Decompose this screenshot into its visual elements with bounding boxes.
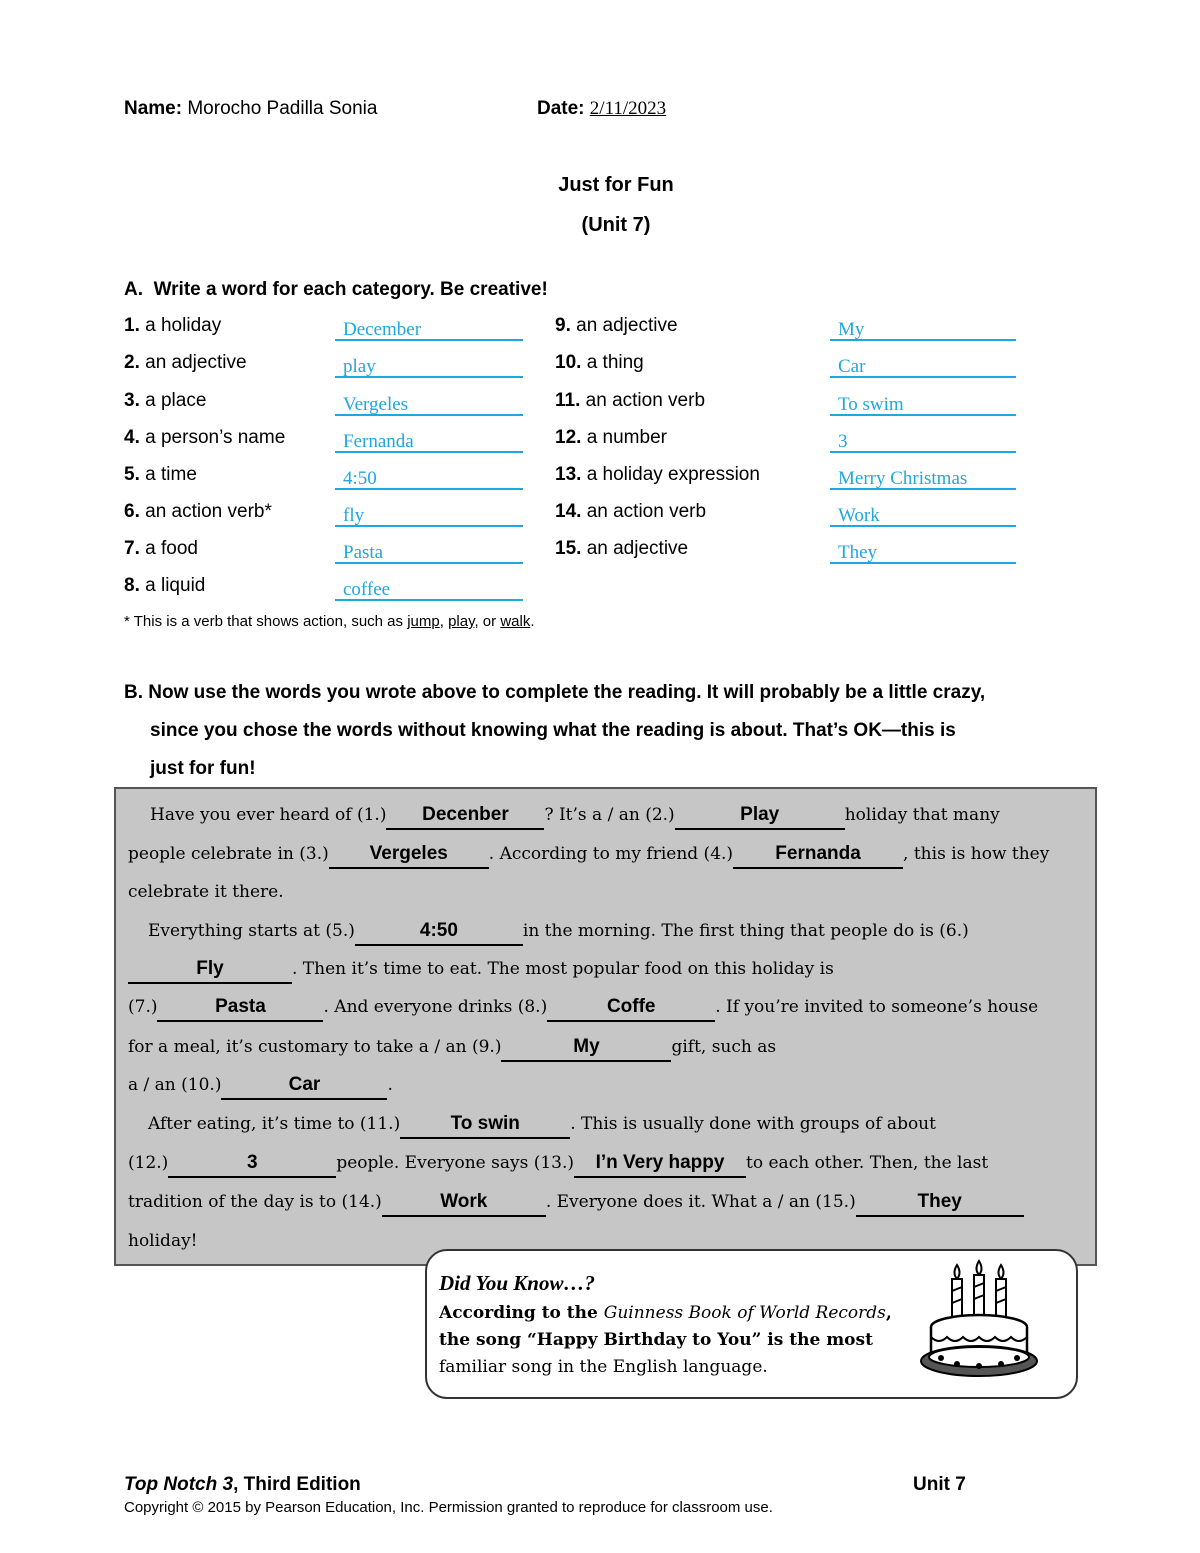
reading-text: , this is how they [903,844,1050,864]
footnote-sep: , [439,613,449,630]
footer-unit: Unit 7 [913,1474,966,1495]
reading-line-11 [128,1192,1024,1217]
reading-line-10 [128,1153,988,1178]
section-a-heading [124,279,548,301]
did-you-know-box [425,1249,1078,1399]
category-label: a person’s name [145,427,286,448]
date-value: 2/11/2023 [589,98,667,119]
answer-field-9[interactable]: My [830,315,1016,341]
category-number: 13. [555,464,582,485]
reading-text: Everything starts at (5.) [148,921,355,941]
category-number: 11. [555,390,581,411]
footnote-end: . [530,613,535,630]
answer-field-1[interactable]: December [335,315,523,341]
reading-text: tradition of the day is to (14.) [128,1192,382,1212]
did-you-know-line-2 [439,1330,873,1350]
date-label: Date: [537,98,585,119]
answer-field-11[interactable]: To swim [830,390,1016,416]
answer-field-14[interactable]: Work [830,501,1016,527]
reading-blank-13[interactable]: I’n Very happy [574,1156,746,1178]
reading-text: (12.) [128,1153,169,1173]
footnote-sep: , or [474,613,501,630]
reading-line-7 [128,1037,776,1062]
reading-text: . According to my friend (4.) [488,844,734,864]
category-label: a holiday expression [586,464,760,485]
reading-text: ? It’s a / an (2.) [544,805,675,825]
did-you-know-line-3: familiar song in the English language. [439,1357,768,1377]
reading-text: in the morning. The first thing that people do is (6.) [522,921,969,941]
dyk-book-title: Guinness Book of World Records [603,1303,886,1323]
category-label: an action verb [585,390,706,411]
category-number: 4. [124,427,140,448]
reading-blank-15[interactable]: They [856,1195,1024,1217]
reading-blank-3[interactable]: Vergeles [329,847,489,869]
section-a-instruction: Write a word for each category. Be creative! [153,279,548,300]
footnote-example-play: play [448,613,475,630]
answer-field-12[interactable]: 3 [830,427,1016,453]
section-b-letter: B. [124,682,143,703]
reading-line-6 [128,997,1038,1022]
reading-text: . If you’re invited to someone’s house [715,997,1039,1017]
reading-text: holiday that many [844,805,1000,825]
answer-field-15[interactable]: They [830,538,1016,564]
answer-field-10[interactable]: Car [830,352,1016,378]
birthday-cake-icon [919,1257,1041,1381]
category-number: 12. [555,427,582,448]
answer-field-3[interactable]: Vergeles [335,390,523,416]
category-number: 15. [555,538,582,559]
category-number: 3. [124,390,140,411]
reading-text: . And everyone drinks (8.) [323,997,548,1017]
reading-text: . Everyone does it. What a / an (15.) [545,1192,856,1212]
section-b-instruction [124,674,1114,788]
reading-line-5 [128,959,834,984]
reading-line-1 [150,805,1000,830]
reading-text: for a meal, it’s customary to take a / an (9.) [128,1037,502,1057]
footnote-text: * This is a verb that shows action, such as [124,613,408,630]
category-label: an adjective [586,538,689,559]
reading-blank-4[interactable]: Fernanda [733,847,903,869]
answer-field-5[interactable]: 4:50 [335,464,523,490]
answer-field-6[interactable]: fly [335,501,523,527]
footer-book-title [124,1474,361,1496]
reading-line-12: holiday! [128,1231,198,1251]
answer-field-2[interactable]: play [335,352,523,378]
category-number: 8. [124,575,140,596]
date-line [537,98,666,120]
name-value: Morocho Padilla Sonia [187,98,378,119]
category-label: an adjective [576,315,678,336]
category-label: a thing [586,352,644,373]
reading-text: . This is usually done with groups of about [570,1114,936,1134]
category-label: a food [145,538,198,559]
section-a-letter: A. [124,279,143,300]
reading-text: a / an (10.) [128,1075,222,1095]
reading-blank-2[interactable]: Play [675,808,845,830]
reading-text: . Then it’s time to eat. The most popular food on this holiday is [292,959,834,979]
reading-blank-8[interactable]: Coffe [547,1000,715,1022]
category-label: a place [145,390,207,411]
reading-blank-6[interactable]: Fly [128,962,292,984]
name-line [124,98,377,120]
reading-line-3: celebrate it there. [128,882,284,902]
reading-blank-7[interactable]: Pasta [157,1000,323,1022]
answer-field-13[interactable]: Merry Christmas [830,464,1016,490]
footer-copyright: Copyright © 2015 by Pearson Education, Inc. Permission granted to reproduce for classroom use. [124,1499,773,1516]
reading-text: . [387,1075,393,1095]
did-you-know-title: Did You Know…? [439,1271,595,1295]
reading-text: (7.) [128,997,158,1017]
reading-text: Have you ever heard of (1.) [150,805,387,825]
dyk-text: According to the [439,1303,604,1323]
section-b-line-1: Now use the words you wrote above to complete the reading. It will probably be a little crazy, [148,682,986,703]
footnote-example-jump: jump [407,613,440,630]
section-b-line-3: just for fun! [150,758,256,779]
reading-blank-5[interactable]: 4:50 [355,924,523,946]
category-number: 6. [124,501,140,522]
reading-box [114,787,1097,1266]
reading-line-8 [128,1075,393,1100]
category-number: 10. [555,352,582,373]
answer-field-4[interactable]: Fernanda [335,427,523,453]
category-number: 5. [124,464,140,485]
answer-field-8[interactable]: coffee [335,575,523,601]
category-number: 1. [124,315,140,336]
reading-text: people celebrate in (3.) [128,844,329,864]
page-subtitle: (Unit 7) [581,214,651,236]
footnote-example-walk: walk [500,613,531,630]
reading-text: people. Everyone says (13.) [336,1153,575,1173]
did-you-know-line-1 [439,1303,892,1323]
reading-line-9 [148,1114,936,1139]
category-label: a holiday [145,315,222,336]
category-number: 9. [555,315,571,336]
category-label: a liquid [145,575,206,596]
reading-blank-14[interactable]: Work [382,1195,546,1217]
reading-line-4 [148,921,969,946]
answer-field-7[interactable]: Pasta [335,538,523,564]
category-number: 14. [555,501,582,522]
category-label: an adjective [145,352,247,373]
section-b-line-2: since you chose the words without knowing what the reading is about. That’s OK—this is [150,720,956,741]
reading-text: gift, such as [671,1037,777,1057]
reading-line-2 [128,844,1049,869]
reading-blank-11[interactable]: To swin [400,1117,570,1139]
reading-text: to each other. Then, the last [746,1153,989,1173]
dyk-text: , [885,1303,892,1323]
reading-blank-1[interactable]: Decenber [386,808,544,830]
footnote [124,613,535,630]
book-edition: , Third Edition [233,1474,361,1495]
category-label: a time [145,464,197,485]
page-title: Just for Fun [558,174,674,196]
dyk-text: the song “Happy Birthday to You” is the most [439,1330,873,1350]
category-label: a number [586,427,667,448]
category-number: 7. [124,538,140,559]
category-label: an action verb* [145,501,272,522]
category-number: 2. [124,352,140,373]
category-label: an action verb [586,501,707,522]
book-name: Top Notch 3 [124,1474,234,1495]
reading-blank-10[interactable]: Car [221,1078,387,1100]
reading-blank-12[interactable]: 3 [168,1156,336,1178]
name-label: Name: [124,98,183,119]
reading-text: After eating, it’s time to (11.) [148,1114,401,1134]
reading-blank-9[interactable]: My [501,1040,671,1062]
